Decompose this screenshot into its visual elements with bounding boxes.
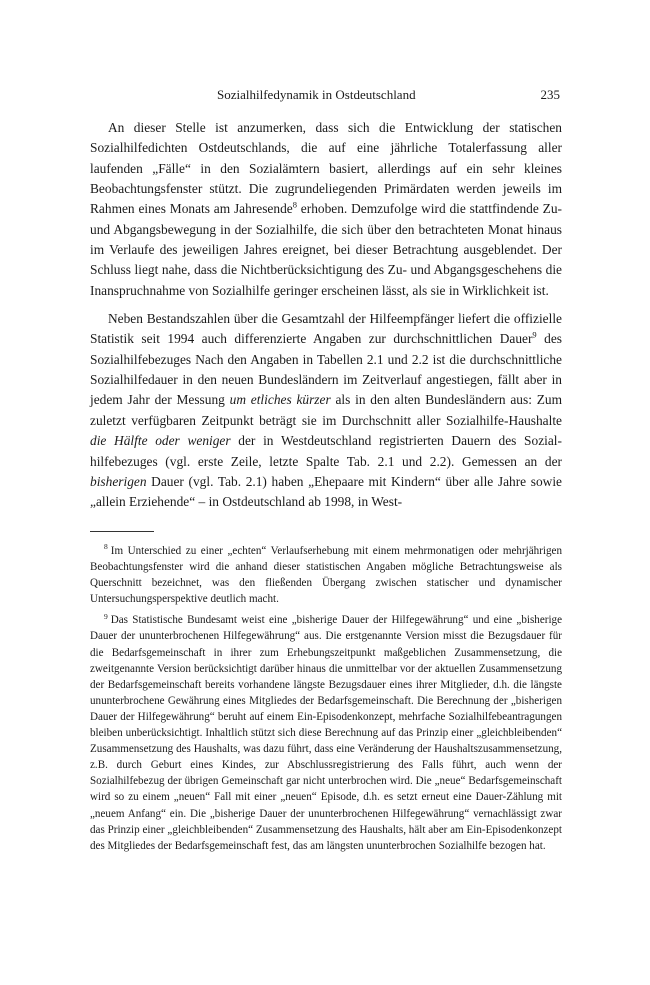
paragraph-text: als in den alten Bundesländern aus: Zum zuletzt verfügbaren Zeitpunkt beträgt sie im Durchschnitt aller Sozialhilfe-Haushalte <box>90 392 562 428</box>
footnote-reference: 8 <box>292 199 297 210</box>
page-number: 235 <box>540 87 560 102</box>
emphasized-text: die Hälfte oder weniger <box>90 433 231 449</box>
footnote-marker: 8 <box>104 542 108 552</box>
page-header <box>95 87 560 105</box>
footnote-rule <box>90 531 154 532</box>
body-paragraph <box>90 118 562 301</box>
footnote-text: Im Unterschied zu einer „echten“ Verlaufserhebung mit einem mehrmonatigen oder mehrjährigen Beobachtungsfenster wird die anhand dieser statistischen Angaben mögliche Betrachtungsweise als Querschnitt bezeichnet, was den fließenden Übergang zwischen statischer und dynamischer Untersuchungsperspektive deutlich macht. <box>90 545 562 606</box>
footnote <box>90 543 562 607</box>
footnote <box>90 612 562 853</box>
emphasized-text: um etliches kürzer <box>229 392 331 408</box>
paragraph-text: Neben Bestandszahlen über die Gesamtzahl der Hilfeempfänger liefert die offizielle Statistik seit 1994 auch differenzierte Angaben zur durchschnittlichen Dauer <box>90 311 562 347</box>
paragraph-text: erhoben. Demzufolge wird die stattfindende Zu- und Abgangsbewegung in der Sozialhilfe, die sich über den betrachteten Monat hinaus im Verlaufe des jeweiligen Jahres ereignet, bei dieser Betrachtung ausgeblendet. Der Schluss liegt nahe, dass die Nichtberücksichtigung des Zu- und Abgangsgeschehens die Inanspruchnahme von Sozialhilfe geringer erscheinen lässt, als sie in Wirklichkeit ist. <box>90 201 562 298</box>
footnote-reference: 9 <box>532 329 537 340</box>
body-text <box>90 118 562 513</box>
footnotes <box>90 543 562 859</box>
footnote-text: Das Statistische Bundesamt weist eine „bisherige Dauer der Hilfegewährung“ und eine „bisherige Dauer der ununterbrochenen Hilfegewährung“ aus. Die erstgenannte Version misst die Bezugsdauer für die Bedarfsgemeinschaft in ihrer zum Erhebungszeitpunkt maßgeblichen Zusammensetzung, die zweitgenannte Version berücksichtigt darüber hinaus die unmittelbar vor der aktuellen Zusammensetzung der Bedarfsgemeinschaft bereits vorhandene längste Bezugsdauer eines ihrer Mitglieder, d.h. die längste ununterbrochene Gewährung eines Mitgliedes der Bedarfsgemeinschaft. Die Berechnung der „bisherigen Dauer der Hilfegewährung“ beruht auf einem Ein-Episodenkonzept, mehrfache Sozialhilfebeantragungen bleiben unberücksichtigt. Inhaltlich stützt sich diese Berechnung auf das Prinzip einer „gleichbleibenden“ Zusammensetzung des Haushalts, was dazu führt, dass eine Veränderung der Haushaltszusammensetzung, z.B. durch Geburt eines Kindes, zur Abschlussregistrierung des Falls führt, auch wenn der Sozialhilfebezug der übrigen Gemeinschaft gar nicht unterbrochen wird. Die „neue“ Bedarfsgemeinschaft wird so zu einem „neuen“ Fall mit einer „neuen“ Episode, d.h. es setzt erneut eine Dauer-Zählung mit „neuem Anfang“ ein. Die „bisherige Dauer der ununterbrochenen Hilfegewährung“ vernachlässigt zwar das Prinzip einer „gleichbleibenden“ Zusammensetzung des Haushalts, hält aber am Ein-Episodenkonzept des Mitgliedes der Bedarfsgemeinschaft fest, das am längsten ununterbrochen Sozialhilfe bezogen hat. <box>90 614 562 852</box>
emphasized-text: bisherigen <box>90 473 147 489</box>
running-title: Sozialhilfedynamik in Ostdeutschland <box>217 87 416 102</box>
footnote-marker: 9 <box>104 611 108 621</box>
paragraph-text: der in Westdeutschland registrierten Dauern des Sozialhilfebezuges (vgl. erste Zeile, letzte Spalte Tab. 2.1 und 2.2). Gemessen an der <box>90 433 562 469</box>
body-paragraph <box>90 309 562 512</box>
paragraph-text: An dieser Stelle ist anzumerken, dass sich die Entwicklung der statischen Sozialhilfedichten Ostdeutschlands, die auf eine jährliche Totalerfassung aller laufenden „Fälle“ in den Sozialämtern basiert, allerdings auf ein sehr kleines Beobachtungsfenster stützt. Die zugrundeliegenden Primärdaten werden jeweils im Rahmen eines Monats am Jahresende <box>90 120 562 217</box>
paragraph-text: des Sozialhilfebezuges Nach den Angaben in Tabellen 2.1 und 2.2 ist die durchschnittliche Sozialhilfedauer in den neuen Bundesländern im Zeitverlauf angestiegen, fällt aber in jedem Jahr der Messung <box>90 331 562 408</box>
paragraph-text: Dauer (vgl. Tab. 2.1) haben „Ehepaare mit Kindern“ über alle Jahre sowie „allein Erziehende“ – in Ostdeutschland ab 1998, in West- <box>90 473 562 510</box>
